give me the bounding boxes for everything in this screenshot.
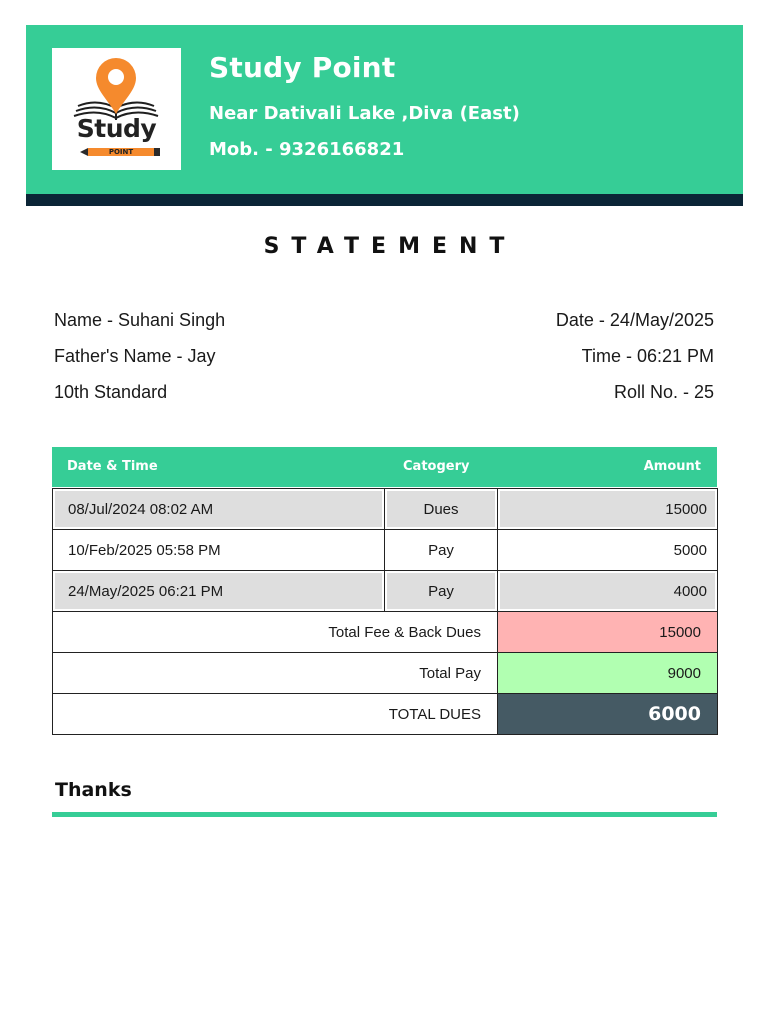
- statement-time: Time - 06:21 PM: [581, 346, 714, 366]
- row-date: 24/May/2025 06:21 PM: [55, 573, 382, 609]
- total-fee-value: 15000: [659, 623, 701, 641]
- header-amount: Amount: [643, 459, 701, 474]
- institute-name: Study Point: [209, 51, 396, 84]
- total-dues-value: 6000: [648, 703, 701, 725]
- student-name: Name - Suhani Singh: [54, 310, 226, 330]
- table-row: [53, 571, 718, 612]
- table-header: [52, 447, 717, 487]
- total-dues-label: TOTAL DUES: [388, 705, 481, 723]
- institute-mobile: Mob. - 9326166821: [209, 139, 405, 160]
- row-amount: 4000: [500, 573, 715, 609]
- roll-number: Roll No. - 25: [613, 382, 714, 402]
- statement-table: [52, 488, 718, 735]
- footer-divider: [52, 812, 717, 817]
- row-category: Pay: [387, 573, 495, 609]
- logo-subtext: POINT: [108, 148, 134, 156]
- total-pay-label: Total Pay: [419, 664, 481, 682]
- table-row: [53, 530, 718, 571]
- row-date: 10/Feb/2025 05:58 PM: [68, 541, 221, 559]
- row-category: Dues: [387, 491, 495, 527]
- summary-row-total-fee: [53, 612, 718, 653]
- logo: [52, 48, 181, 170]
- header-divider: [26, 194, 743, 206]
- total-pay-value: 9000: [667, 664, 701, 682]
- logo-text: Study: [76, 114, 157, 143]
- institute-address: Near Dativali Lake ,Diva (East): [209, 103, 520, 124]
- row-amount: 15000: [500, 491, 715, 527]
- father-name: Father's Name - Jay: [54, 346, 216, 366]
- summary-row-total-pay: [53, 653, 718, 694]
- header-date-time: Date & Time: [67, 459, 158, 474]
- table-row: [53, 489, 718, 530]
- summary-row-total-dues: [53, 694, 718, 735]
- statement-date: Date - 24/May/2025: [555, 310, 714, 330]
- row-amount: 5000: [673, 541, 707, 559]
- total-fee-label: Total Fee & Back Dues: [328, 623, 481, 641]
- student-standard: 10th Standard: [54, 382, 168, 402]
- row-date: 08/Jul/2024 08:02 AM: [55, 491, 382, 527]
- header-banner: [26, 25, 743, 194]
- row-category: Pay: [428, 541, 454, 559]
- thanks-text: Thanks: [55, 779, 132, 801]
- page-title: STATEMENT: [263, 234, 517, 259]
- header-category: Catogery: [403, 459, 470, 474]
